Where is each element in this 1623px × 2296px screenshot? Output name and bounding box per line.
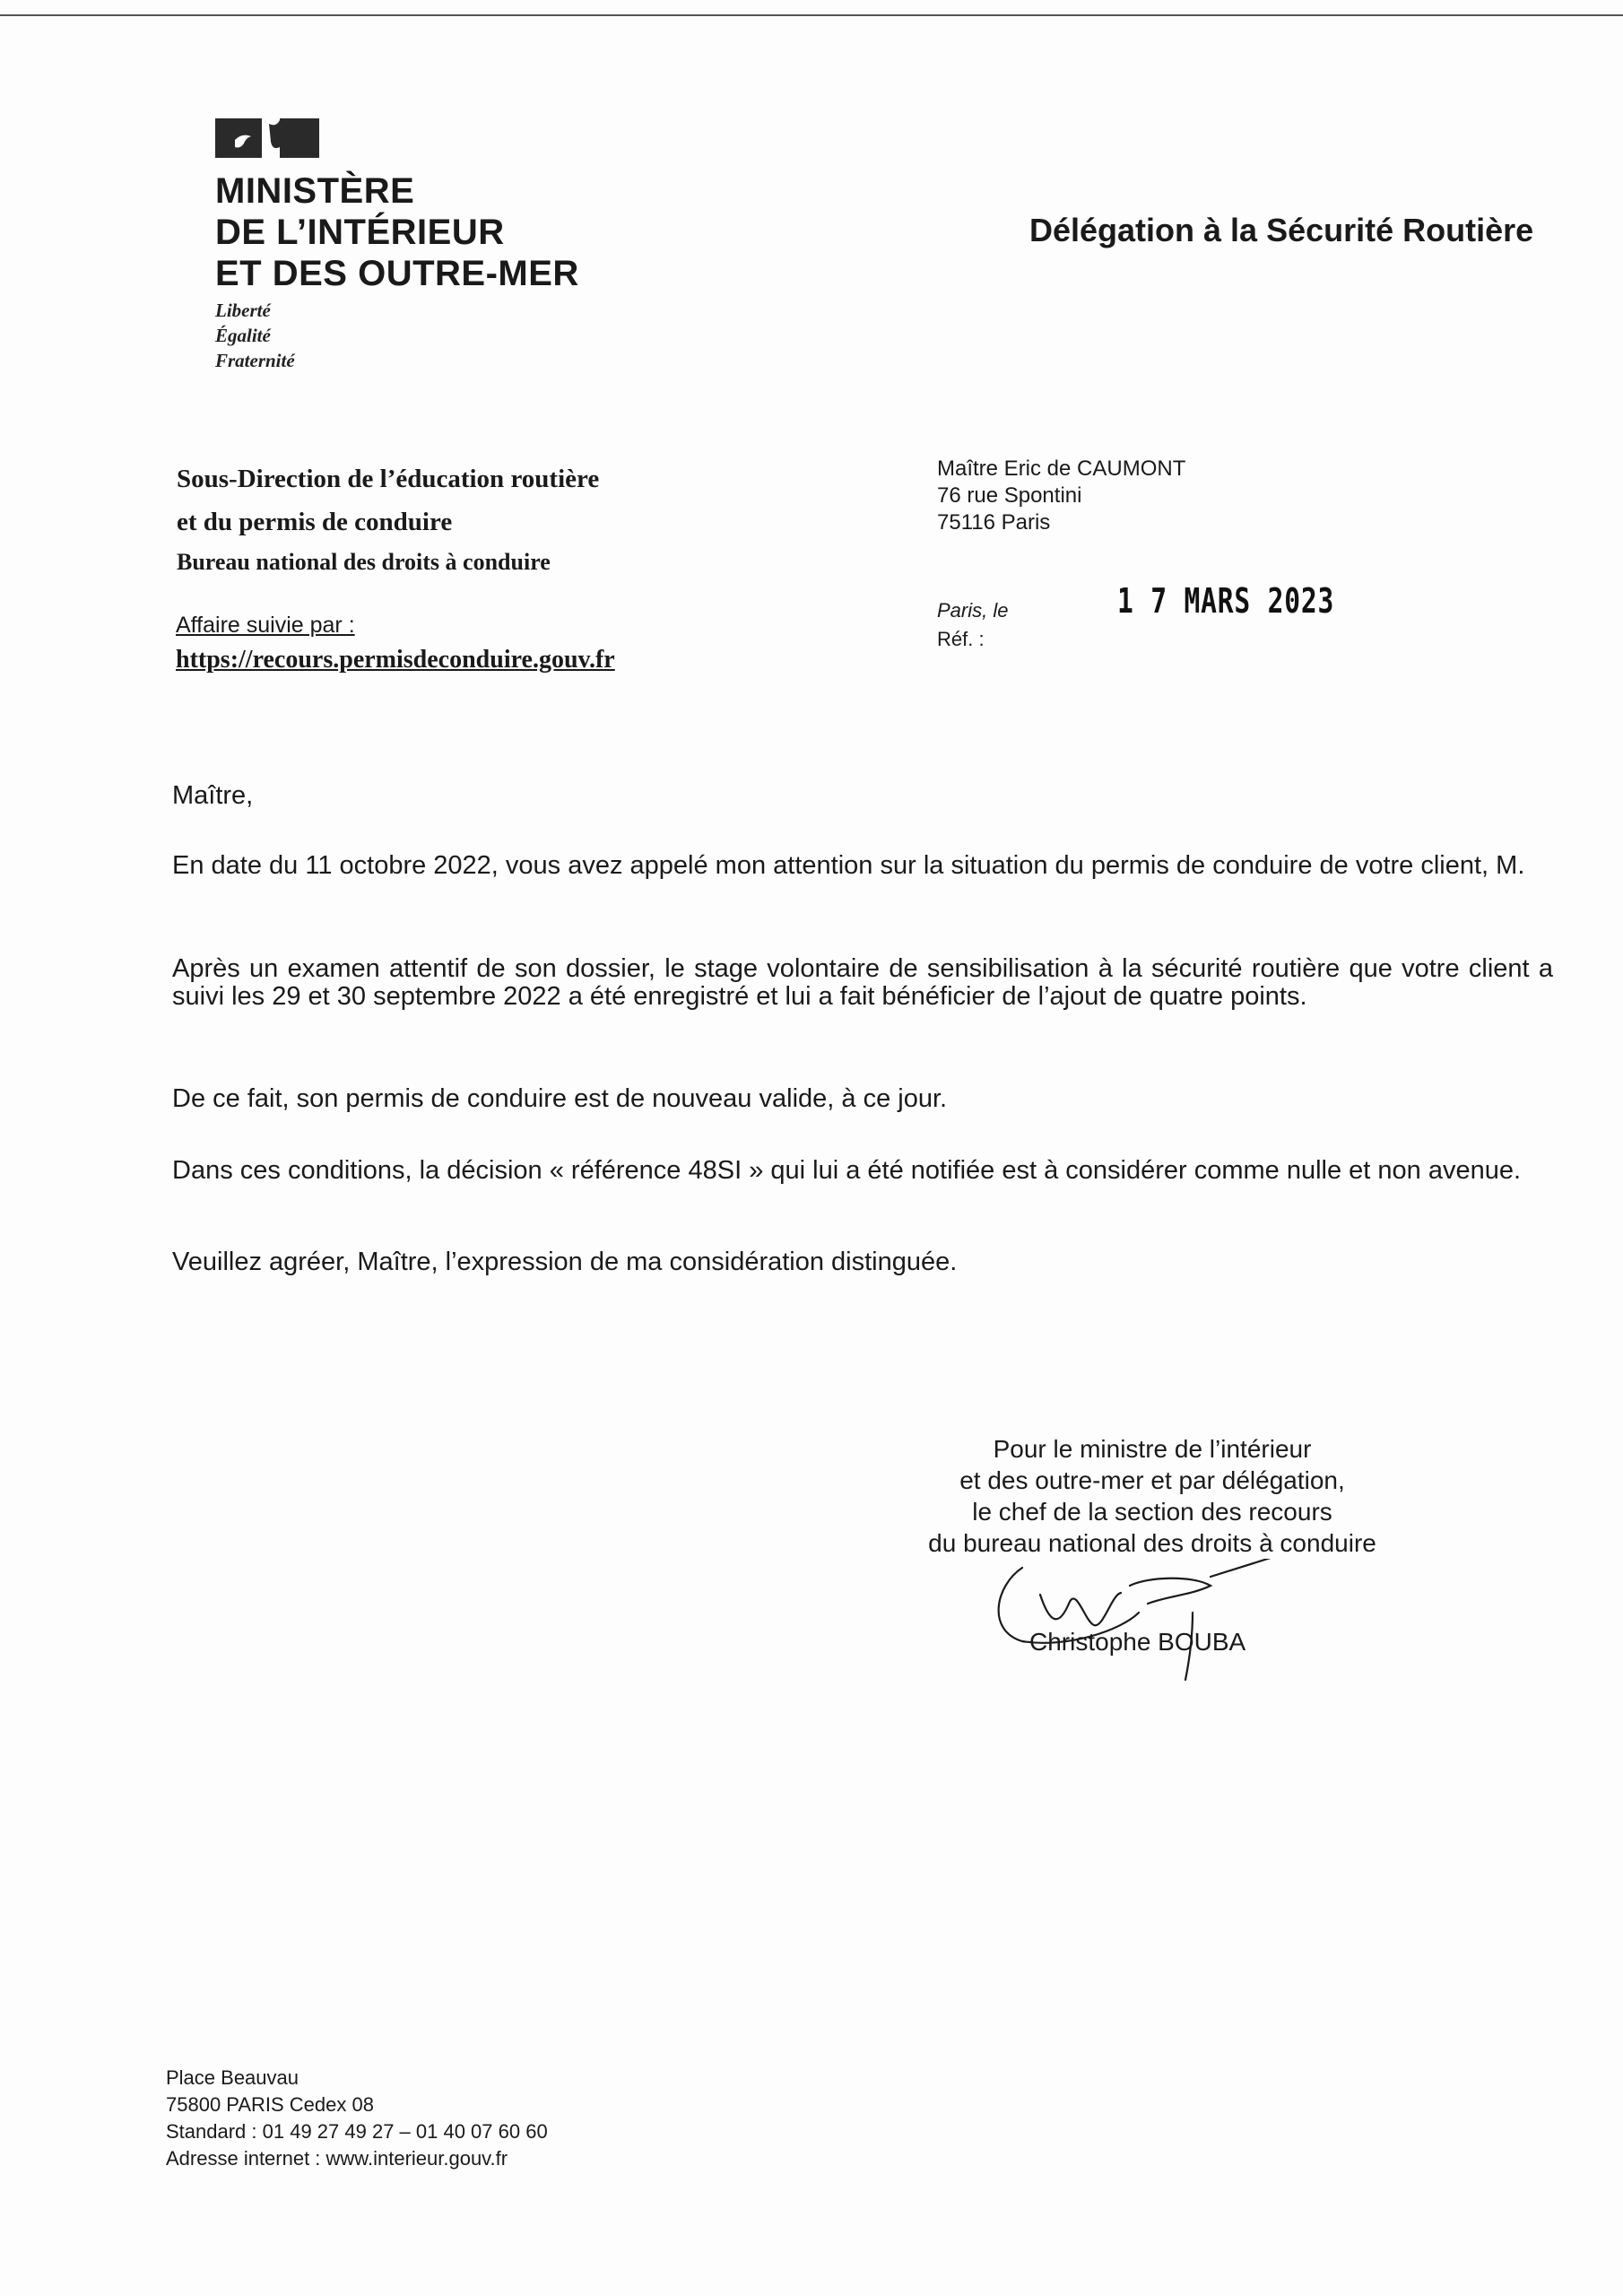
stamped-date: 1 7 MARS 2023 bbox=[1117, 581, 1335, 621]
footer-address bbox=[166, 2065, 548, 2172]
top-scan-rule bbox=[0, 14, 1623, 16]
footer-line-3: Standard : 01 49 27 49 27 – 01 40 07 60 60 bbox=[166, 2120, 548, 2143]
signature-line-4: du bureau national des droits à conduire bbox=[928, 1529, 1376, 1557]
motto-egalite: Égalité bbox=[215, 325, 271, 346]
motto-fraternite: Fraternité bbox=[215, 350, 295, 371]
paragraph-3: De ce fait, son permis de conduire est de nouveau valide, à ce jour. bbox=[172, 1084, 948, 1113]
ministry-name bbox=[215, 170, 579, 294]
subdirection-line-1: Sous-Direction de l’éducation routière bbox=[177, 465, 600, 493]
ministry-line-3: ET DES OUTRE-MER bbox=[215, 254, 579, 293]
followed-by-link[interactable]: https://recours.permisdeconduire.gouv.fr bbox=[176, 646, 615, 674]
paragraph-1: En date du 11 octobre 2022, vous avez appelé mon attention sur la situation du permis de conduire de votre client, M. bbox=[172, 851, 1525, 880]
paragraph-4: Dans ces conditions, la décision « référence 48SI » qui lui a été notifiée est à considérer comme nulle et non avenue. bbox=[172, 1156, 1522, 1185]
handwritten-signature bbox=[986, 1559, 1282, 1684]
place-label: Paris, le bbox=[937, 599, 1009, 622]
recipient-name: Maître Eric de CAUMONT bbox=[937, 457, 1186, 481]
marianne-logo-icon bbox=[215, 118, 319, 158]
delegation-title: Délégation à la Sécurité Routière bbox=[1029, 212, 1534, 248]
subdirection-line-2: et du permis de conduire bbox=[177, 508, 453, 536]
reference-label: Réf. : bbox=[937, 628, 985, 650]
bureau-name: Bureau national des droits à conduire bbox=[177, 549, 551, 575]
recipient-city: 75116 Paris bbox=[937, 510, 1051, 535]
footer-line-1: Place Beauvau bbox=[166, 2066, 299, 2089]
closing-formula: Veuillez agréer, Maître, l’expression de ma considération distinguée. bbox=[172, 1248, 958, 1276]
motto-liberte: Liberté bbox=[215, 300, 271, 321]
signature-line-1: Pour le ministre de l’intérieur bbox=[993, 1435, 1312, 1463]
followed-by-label: Affaire suivie par : bbox=[176, 613, 355, 638]
salutation: Maître, bbox=[172, 781, 254, 810]
recipient-street: 76 rue Spontini bbox=[937, 483, 1082, 508]
motto bbox=[215, 298, 295, 373]
recipient-address bbox=[937, 456, 1185, 536]
signature-line-3: le chef de la section des recours bbox=[972, 1498, 1332, 1526]
ministry-line-1: MINISTÈRE bbox=[215, 171, 415, 211]
signature-line-2: et des outre-mer et par délégation, bbox=[959, 1466, 1345, 1494]
ministry-line-2: DE L’INTÉRIEUR bbox=[215, 213, 505, 252]
paragraph-2: Après un examen attentif de son dossier, le stage volontaire de sensibilisation à la sécurité routière que votre client a suivi les 29 et 30 septembre 2022 a été enregistré et lui a fait bénéficier de l’ajout de quatre points. bbox=[172, 954, 1553, 1011]
footer-line-4: Adresse internet : www.interieur.gouv.fr bbox=[166, 2147, 508, 2170]
sender-service bbox=[177, 457, 599, 581]
signature-block bbox=[861, 1433, 1444, 1559]
footer-line-2: 75800 PARIS Cedex 08 bbox=[166, 2093, 374, 2116]
signer-name: Christophe BOUBA bbox=[1029, 1628, 1246, 1656]
